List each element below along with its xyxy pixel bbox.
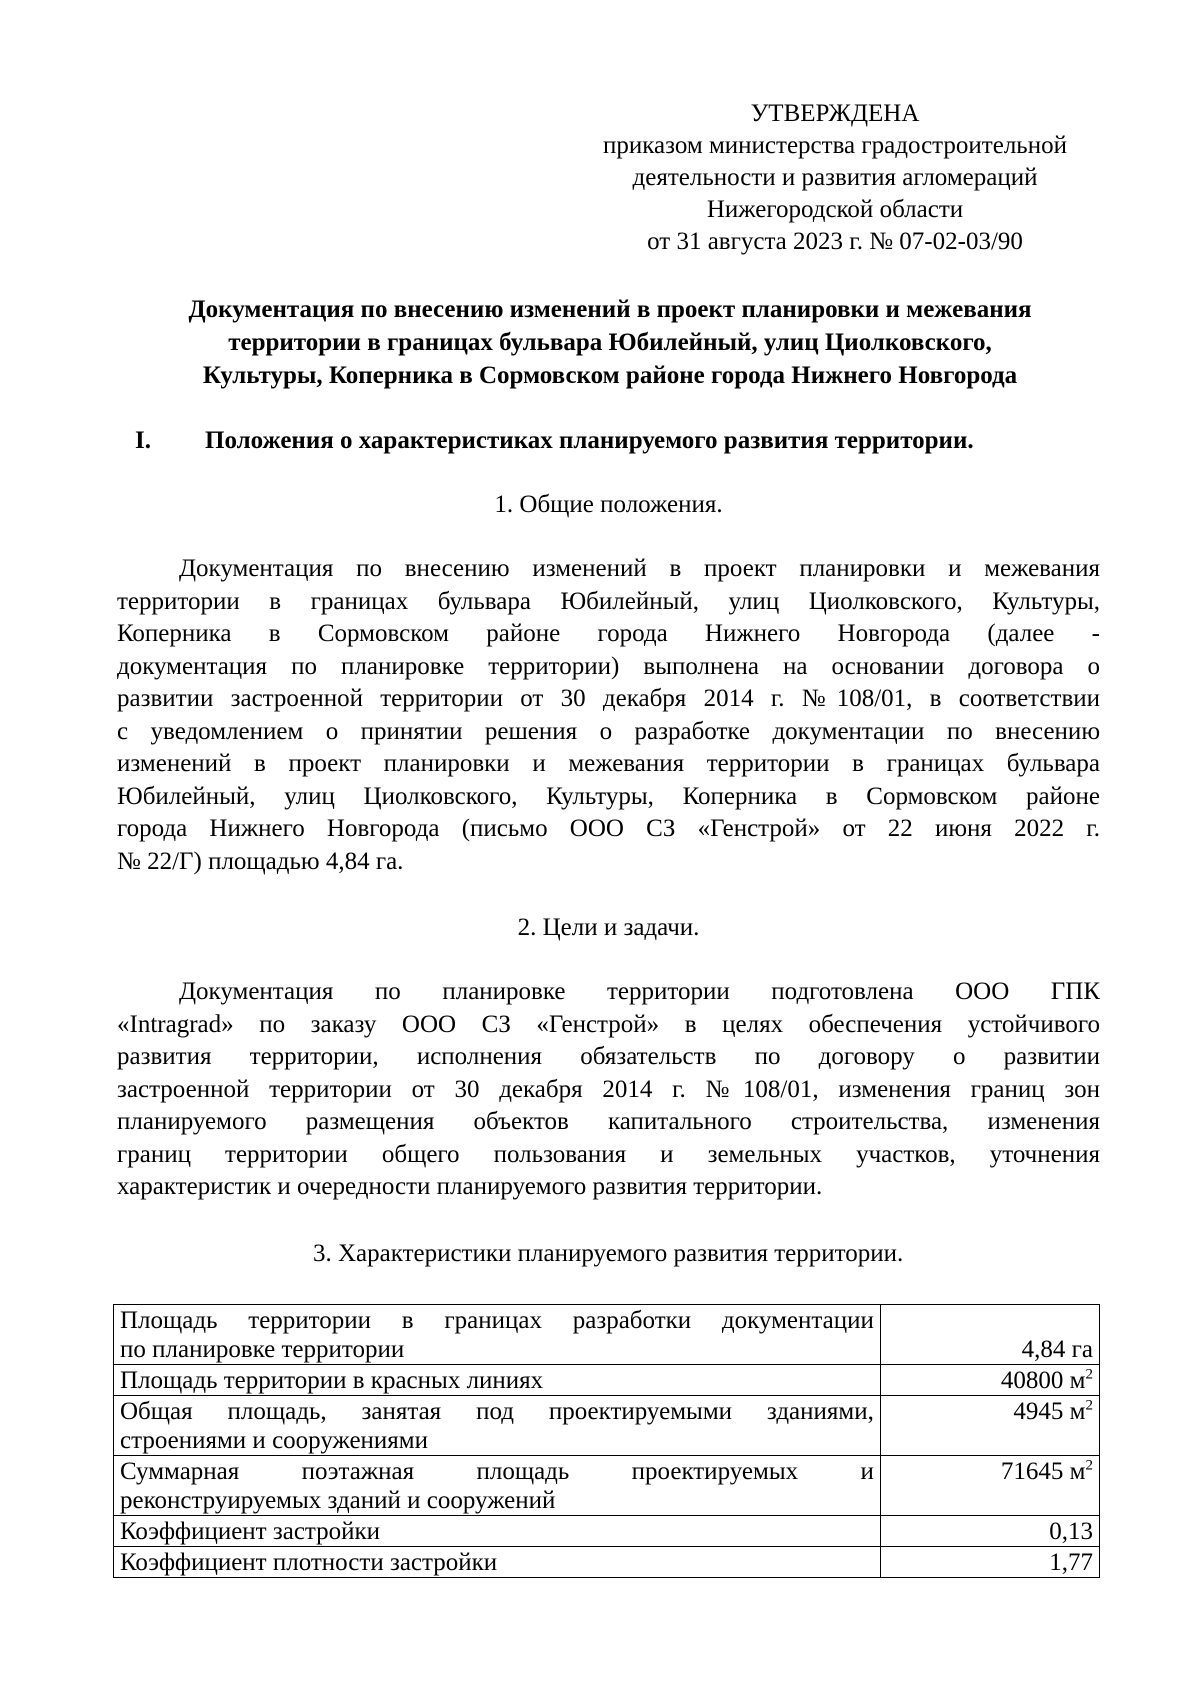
paragraph-line: «Intragrad» по заказу ООО СЗ «Генстрой» в целях обеспечения устойчивого: [117, 1010, 1100, 1038]
paragraph-line: планируемого размещения объектов капитального строительства, изменения: [117, 1108, 1100, 1135]
paragraph-goals: [117, 976, 1100, 1204]
paragraph-line: Коперника в Сормовском районе города Нижнего Новгорода (далее -: [117, 620, 1100, 647]
table-cell-value: 0,13: [880, 1516, 1099, 1547]
paragraph-line: Юбилейный, улиц Циолковского, Культуры, Коперника в Сормовском районе: [117, 782, 1100, 810]
paragraph-line: застроенной территории от 30 декабря 2014 г. №108/01, изменения границ зон: [117, 1075, 1100, 1103]
table-cell-value: 40800 $м^2$: [880, 1365, 1099, 1396]
paragraph-line: развитии застроенной территории от 30 декабря 2014 г. №108/01, в соответствии: [117, 685, 1100, 712]
approval-line: от 31 августа 2023 г. № 07-02-03/90: [647, 228, 1023, 255]
table-row: [114, 1396, 1100, 1456]
paragraph-line: изменений в проект планировки и межевания территории в границах бульвара: [117, 750, 1100, 777]
table-cell-label: Общая площадь, занятая под проектируемыми зданиями, строениями и сооружениями: [114, 1396, 881, 1456]
paragraph-line: № 22/Г) площадью 4,84 га.: [117, 847, 404, 875]
table-row: [114, 1547, 1100, 1578]
title-line: территории в границах бульвара Юбилейный, улиц Циолковского,: [228, 329, 992, 356]
table-cell-value: 1,77: [880, 1547, 1099, 1578]
paragraph-line: документация по планировке территории) выполнена на основании договора о: [117, 652, 1100, 680]
table-cell-label: Коэффициент плотности застройки: [114, 1547, 881, 1578]
paragraph-general: [117, 553, 1100, 878]
document-title: [120, 293, 1100, 392]
table-row: [114, 1365, 1100, 1396]
title-line: Культуры, Коперника в Сормовском районе города Нижнего Новгорода: [202, 362, 1018, 389]
title-line: Документация по внесению изменений в проект планировки и межевания: [188, 296, 1032, 323]
table-cell-label: Площадь территории в красных линиях: [114, 1365, 881, 1396]
section-title: Положения о характеристиках планируемого развития территории.: [205, 427, 974, 454]
paragraph-line: города Нижнего Новгорода (письмо ООО СЗ «Генстрой» от 22 июня 2022 г.: [117, 815, 1100, 842]
table-cell-label: Суммарная поэтажная площадь проектируемых и реконструируемых зданий и сооружений: [114, 1456, 881, 1516]
approval-line: приказом министерства градостроительной: [603, 132, 1067, 159]
subsection-heading-goals: 2. Цели и задачи.: [517, 914, 700, 941]
paragraph-line: развития территории, исполнения обязательств по договору о развитии: [117, 1043, 1100, 1070]
paragraph-line: характеристик и очередности планируемого развития территории.: [117, 1173, 823, 1200]
table-cell-value: 4945 $м^2$: [880, 1396, 1099, 1456]
table-cell-label: Площадь территории в границах разработки документации по планировке территории: [114, 1305, 881, 1365]
paragraph-line: границ территории общего пользования и земельных участков, уточнения: [117, 1140, 1100, 1168]
paragraph-line: с уведомлением о принятии решения о разработке документации по внесению: [117, 717, 1100, 745]
section-heading: [135, 425, 1100, 457]
table-cell-value: 4,84 га: [880, 1305, 1099, 1365]
table-row: [114, 1305, 1100, 1365]
table-cell-label: Коэффициент застройки: [114, 1516, 881, 1547]
approval-line: УТВЕРЖДЕНА: [750, 100, 920, 127]
subsection-heading-general: 1. Общие положения.: [494, 491, 723, 518]
paragraph-line: территории в границах бульвара Юбилейный, улиц Циолковского, Культуры,: [117, 587, 1100, 615]
approval-line: деятельности и развития агломераций: [632, 164, 1038, 191]
table-cell-value: 71645 $м^2$: [880, 1456, 1099, 1516]
approval-line: Нижегородской области: [706, 196, 964, 223]
table-row: [114, 1516, 1100, 1547]
paragraph-line: Документация по внесению изменений в проект планировки и межевания: [179, 555, 1100, 582]
table-row: [114, 1456, 1100, 1516]
characteristics-table: [113, 1304, 1100, 1578]
section-number: I.: [135, 427, 151, 454]
paragraph-line: Документация по планировке территории подготовлена ООО ГПК: [179, 978, 1100, 1005]
subsection-heading-characteristics: 3. Характеристики планируемого развития территории.: [313, 1240, 904, 1267]
approval-block: [570, 98, 1100, 258]
